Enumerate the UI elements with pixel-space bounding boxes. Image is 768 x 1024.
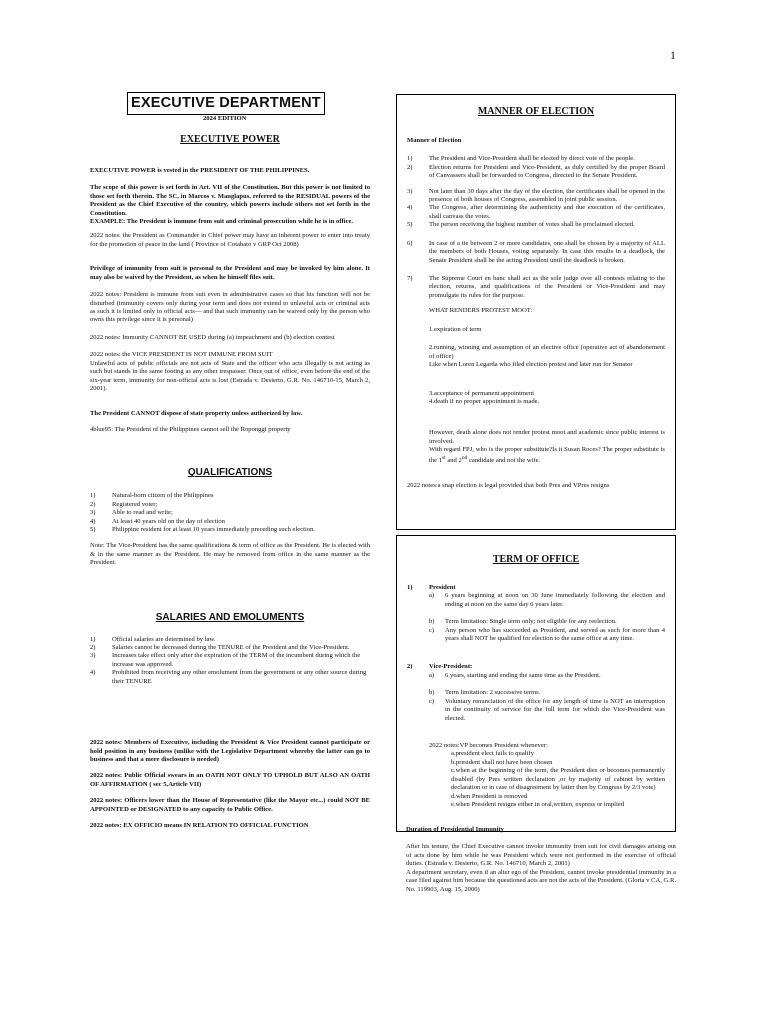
moot-item: 2.running, winning and assumption of an elective office (operative act of abandonement of office) bbox=[429, 344, 665, 360]
duration-section bbox=[406, 826, 676, 894]
list-item: a.president elect fails to qualify bbox=[451, 750, 534, 758]
list-item: 6) In case of a tie between 2 or more candidates, one shall be chosen by a majority of ALL the members of both Houses, voting separately. In case this results in a deadlock, the Senate President shall be the acting President until the deadlock is broken. bbox=[407, 239, 665, 264]
list-item: a) 6 years beginning at noon on 30 June immediately following the election and ending at noon on the same day 6 years later. bbox=[429, 592, 665, 608]
manner-subheading: Manner of Election bbox=[407, 136, 462, 144]
paragraph: Privilege of immunity from suit is personal to the President and may be invoked by him alone. It may also be waived by the President, as when he himself files suit. bbox=[90, 265, 370, 281]
list-item: 3) Increases take effect only after the expiration of the TERM of the incumbent during which the increase was approved. bbox=[90, 652, 361, 668]
term-of-office-box bbox=[396, 535, 676, 832]
list-item: e.when President resigns either in oral,written, express or implied bbox=[451, 801, 625, 809]
vice-president-label: Vice-President: bbox=[429, 663, 473, 671]
paragraph: 2022 notes: Immunity CANNOT BE USED during (a) impeachment and (b) election contest bbox=[90, 333, 335, 341]
moot-item: Like when Loren Legarda who filed election protest and later run for Senator bbox=[429, 361, 633, 369]
list-item: 2) Registered voter; bbox=[90, 500, 158, 508]
paragraph: 4blue95: The President of the Philippines cannot sell the Roponggi property bbox=[90, 425, 291, 433]
list-item: 5) Philippine resident for at least 10 years immediately preceding such election. bbox=[90, 525, 316, 533]
list-item: c.when at the beginning of the term, the President dies or becomes permanently disabled (by Pres written declaration ,or by majority of cabinet by written declaration or in case of disagreement by latter then by Congress by 2/3 vote) bbox=[451, 767, 665, 792]
list-item: b) Term limitation: Single term only; not eligible for any reelection. bbox=[429, 618, 617, 626]
list-item: 1) The President and Vice-President shall be elected by direct vote of the people. bbox=[407, 155, 635, 163]
paragraph: 2022 notes: President is immune from suit even in administrative cases so that his function will not be disturbed (immunity covers only during your term and does not extend to unlawful acts or criminal acts as such it is limited only to official acts— and that such immunity can be waived only by the person who owns this privilege since it is personal) bbox=[90, 291, 370, 324]
paragraph: 2022 notes: the President as Commander in Chief power may have an inherent power to enter into treaty for the promotion of peace in the land ( Province of Cotabato v GRP Oct 2008) bbox=[90, 232, 370, 248]
moot-item: 1.expiration of term bbox=[429, 325, 482, 333]
manner-list bbox=[407, 275, 665, 300]
list-item: c) Any person who has succeeded as President, and served as such for more than 4 years shall NOT be qualified for election to the same office at any time. bbox=[429, 626, 665, 642]
list-item: 5) The person receiving the highest number of votes shall be proclaimed elected. bbox=[407, 221, 635, 229]
manner-of-election-box bbox=[396, 94, 676, 530]
list-item: 1) Official salaries are determined by law. bbox=[90, 635, 216, 643]
paragraph: With regard FPJ, who is the proper substitute?Is it Susan Roces? The proper substitute is the 1st and 2nd candidate and not the wife. bbox=[429, 446, 665, 464]
manner-list bbox=[407, 155, 665, 180]
edition-label: 2024 EDITION bbox=[203, 114, 247, 122]
president-label: President bbox=[429, 583, 456, 591]
duration-heading: Duration of Presidential Immunity bbox=[406, 826, 504, 833]
paragraph: 2022 notes: the VICE PRESIDENT IS NOT IMMUNE FROM SUIT bbox=[90, 351, 273, 359]
list-item: a) 6 years, starting and ending the same time as the President. bbox=[429, 671, 601, 679]
list-item: b.president shall not have been chosen bbox=[451, 758, 553, 766]
paragraph: 2022 notes: Members of Executive, including the President & Vice President cannot participate or hold position in any business (unlike with the Legislative Department whereby the latter can go to business and that a mere disclosure is needed) bbox=[90, 739, 370, 763]
manner-list bbox=[407, 188, 665, 230]
list-item: c) Voluntary renunciation of the office for any length of time is NOT an interruption in the continuity of service for the full term for which the Vice-President was elected. bbox=[429, 697, 665, 722]
paragraph: The scope of this power is set forth in Art. VII of the Constitution. But this power is not limited to those set forth therein. The SC, in Marcos v. Manglapus, referred to the RESIDUAL powers of the President as the Chief Executive of the country, which powers include others not set forth in the Constitution. bbox=[90, 184, 370, 217]
list-item: 1) Natural-born citizen of the Philippines bbox=[90, 492, 214, 500]
paragraph: EXAMPLE: The President is immune from suit and criminal prosecution while he is in office. bbox=[90, 217, 354, 225]
list-item: d.when President is removed bbox=[451, 792, 528, 800]
paragraph: 2022 notes: Officers lower than the House of Representative (like the Mayor etc...) could NOT BE APPOINTED or DESIGNATED to any capacity to Public Office. bbox=[90, 797, 370, 813]
page-title: EXECUTIVE DEPARTMENT bbox=[127, 92, 325, 115]
list-item: 3) Not later than 30 days after the day of the election, the certificates shall be opened in the presence of both houses of Congress, assembled in joint public session. bbox=[407, 187, 665, 203]
list-item: 7) The Supreme Court en banc shall act as the sole judge over all contests relating to the election, returns, and qualifications of the President or Vice-President and may promulgate its rules for the purpose. bbox=[407, 275, 665, 299]
paragraph: A department secretary, even if an alter ego of the President, cannot invoke presidential immunity in a case filed against him because the questioned acts are not the acts of the President. (Gloria v CA, G.R. No. 119903, Aug. 15, 2000) bbox=[406, 868, 676, 893]
paragraph: Unlawful acts of public officials are not acts of State and the officer who acts illegally is not acting as such but stands in the same footing as any other trespasser. Once out of office, even before the end of the six-year term, immunity for non-official acts is lost (Estrada v. Desierto, G.R. No. 146710-15, March 2, 2001). bbox=[90, 359, 370, 393]
moot-item: 3.acceptance of permanent appointment bbox=[429, 389, 535, 397]
president-section: 1) President bbox=[407, 583, 456, 591]
list-item: b) Term limitation: 2 successive terms. bbox=[429, 689, 541, 697]
left-column bbox=[90, 92, 370, 831]
paragraph: Note: The Vice-President has the same qualifications & term of office as the President. He is elected with & in the same manner as the President. He may be removed from office in the same manner as the President. bbox=[90, 542, 370, 567]
vice-president-list bbox=[407, 672, 665, 723]
paragraph: 2022 notes: EX OFFICIO means IN RELATION TO OFFICIAL FUNCTION bbox=[90, 822, 309, 830]
moot-heading: WHAT RENDERS PROTEST MOOT: bbox=[429, 307, 533, 315]
vp-notes-heading: 2022 notes:VP becomes President whenever: bbox=[429, 742, 548, 750]
page-number: 1 bbox=[670, 48, 676, 62]
list-item: 2) Salaries cannot be decreased during the TENURE of the President and the Vice-President. bbox=[90, 643, 350, 651]
paragraph: 2022 notes: Public Official swears in an OATH NOT ONLY TO UPHOLD BUT ALSO AN OATH OF AFFIRMATION ( sec 5,Article VII) bbox=[90, 772, 370, 788]
paragraph: The President CANNOT dispose of state property unless authorized by law. bbox=[90, 409, 303, 417]
moot-item: 4.death if no proper appointment is made. bbox=[429, 397, 540, 405]
salaries-list bbox=[90, 636, 370, 687]
list-item: 4) At least 40 years old on the day of election bbox=[90, 517, 225, 525]
paragraph: EXECUTIVE POWER is vested in the PRESIDENT OF THE PHILIPPINES. bbox=[90, 166, 310, 174]
vice-president-section: 2) Vice-President: bbox=[407, 663, 473, 671]
qualifications-heading: QUALIFICATIONS bbox=[187, 467, 273, 479]
executive-power-heading: EXECUTIVE POWER bbox=[180, 133, 280, 145]
list-item: 4) The Congress, after determining the authenticity and due execution of the certificates, shall canvass the votes. bbox=[407, 204, 665, 220]
paragraph: After his tenure, the Chief Executive cannot invoke immunity from suit for civil damages arising out of acts done by him while he was President which were not performed in the exercise of official duties. (Estrada v. Desierto, G.R. No. 146710, March 2, 2001) bbox=[406, 843, 676, 868]
list-item: 3) Able to read and write; bbox=[90, 509, 173, 517]
paragraph: However, death alone does not render protest moot and academic since public interest is involved. bbox=[429, 429, 665, 445]
vp-notes bbox=[407, 742, 665, 810]
term-heading: TERM OF OFFICE bbox=[492, 554, 580, 565]
manner-list bbox=[407, 240, 665, 265]
president-list bbox=[407, 592, 665, 643]
protest-moot-section bbox=[407, 307, 665, 465]
list-item: 4) Prohibited from receiving any other emolument from the government or any other source during their TENURE bbox=[90, 669, 367, 685]
salaries-heading: SALARIES AND EMOLUMENTS bbox=[155, 611, 305, 623]
paragraph: 2022 notes:a snap election is legal provided that both Pres and VPres resigns bbox=[407, 482, 610, 490]
list-item: 2) Election returns for President and Vice-President, as duly certified by the proper Board of Canvassers shall be forwarded to Congress, directed to the Senate President. bbox=[407, 163, 665, 180]
manner-heading: MANNER OF ELECTION bbox=[477, 106, 595, 117]
qualifications-list bbox=[90, 492, 370, 534]
